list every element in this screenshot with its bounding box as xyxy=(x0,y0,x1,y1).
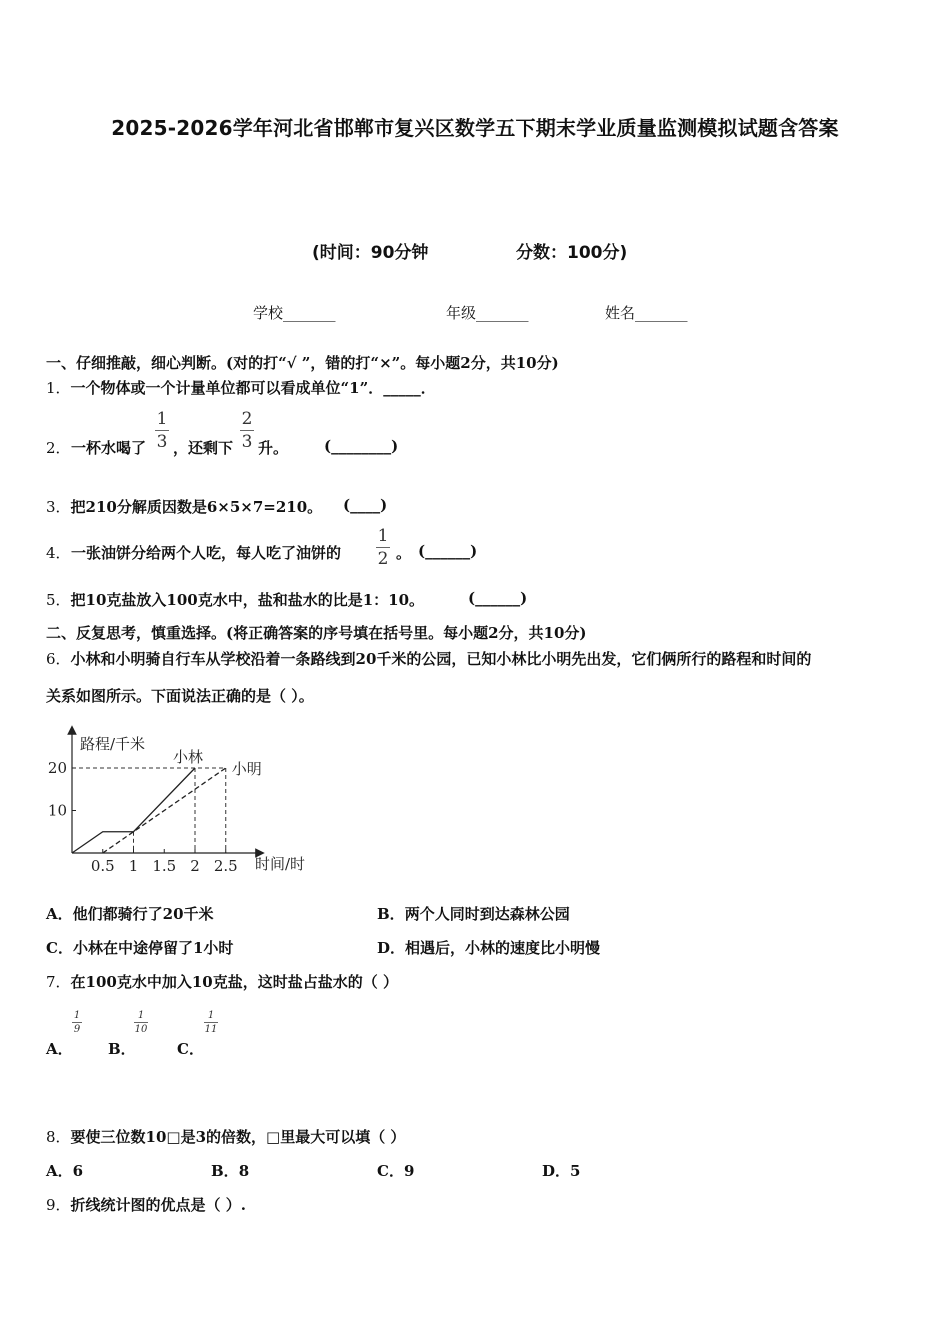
name-field[interactable]: 姓名_______ xyxy=(605,304,688,322)
exam-time: (时间：90分钟 xyxy=(312,243,429,263)
q4-text-b: 。 xyxy=(396,544,412,562)
q7-number: 7． xyxy=(46,973,71,991)
q7-option-c-label[interactable]: C． xyxy=(177,1040,204,1058)
q2-fraction-2-numerator: 2 xyxy=(241,409,253,429)
section1-heading: 一、仔细推敲，细心判断。(对的打“√ ”，错的打“×”。每小题2分，共10分) xyxy=(46,354,559,372)
x-tick-label-0: 0.5 xyxy=(90,857,115,875)
q7-option-a-numerator: 1 xyxy=(73,1010,81,1021)
exam-score: 分数：100分) xyxy=(516,243,628,263)
q6-text-line2: 关系如图所示。下面说法正确的是（ ）。 xyxy=(46,687,314,705)
q8-number: 8． xyxy=(46,1128,71,1146)
question-1 xyxy=(46,377,436,398)
q8-option-c[interactable] xyxy=(377,1160,414,1181)
q4-answer-blank[interactable]: (______) xyxy=(418,542,478,560)
q5-answer-blank[interactable]: (______) xyxy=(468,589,528,607)
question-6-line1 xyxy=(46,648,811,669)
q7-option-b-denominator: 10 xyxy=(134,1024,148,1035)
q6-option-a-text: 他们都骑行了20千米 xyxy=(72,905,214,923)
q2-fraction-1-numerator: 1 xyxy=(156,409,168,429)
q6-option-d-label: D． xyxy=(377,939,406,957)
x-axis-label: 时间/时 xyxy=(255,855,306,873)
question-7 xyxy=(46,971,398,992)
page-title: 2025-2026学年河北省邯郸市复兴区数学五下期末学业质量监测模拟试题含答案 xyxy=(111,116,839,140)
q8-option-c-text: 9 xyxy=(403,1162,415,1180)
q7-option-a-label[interactable]: A． xyxy=(46,1040,73,1058)
q7-option-c-fraction[interactable] xyxy=(204,1010,218,1035)
q7-option-a-denominator: 9 xyxy=(73,1024,81,1035)
q6-number: 6． xyxy=(46,650,71,668)
q2-fraction-2-denominator: 3 xyxy=(241,432,253,452)
q1-text: 一个物体或一个计量单位都可以看成单位“1”．_____． xyxy=(70,379,436,397)
q8-option-a[interactable] xyxy=(46,1160,83,1181)
q3-answer-blank[interactable]: (____) xyxy=(343,496,388,514)
q1-number: 1． xyxy=(46,379,71,397)
q2-text-b: ，还剩下 xyxy=(173,439,234,457)
question-9 xyxy=(46,1194,246,1215)
q6-text-line1: 小林和小明骑自行车从学校沿着一条路线到20千米的公园，已知小林比小明先出发，它们俩所行的路程和时间的 xyxy=(70,650,812,668)
q2-text-a: 一杯水喝了 xyxy=(71,439,147,457)
q8-option-c-label: C． xyxy=(377,1162,404,1180)
q9-text: 折线统计图的优点是（ ）. xyxy=(70,1196,246,1214)
q2-fraction-1-denominator: 3 xyxy=(156,432,168,452)
q7-text: 在100克水中加入10克盐，这时盐占盐水的（ ） xyxy=(70,973,398,991)
q4-fraction-denominator: 2 xyxy=(377,549,389,569)
q4-text-a: 一张油饼分给两个人吃，每人吃了油饼的 xyxy=(71,544,342,562)
q8-option-b-label: B． xyxy=(211,1162,239,1180)
q3-text: 把210分解质因数是6×5×7=210。 xyxy=(70,498,323,516)
q8-option-d-text: 5 xyxy=(570,1162,581,1180)
q5-text: 把10克盐放入100克水中，盐和盐水的比是1：10。 xyxy=(70,591,425,609)
q6-option-d-text: 相遇后，小林的速度比小明慢 xyxy=(405,939,601,957)
q7-option-a-fraction[interactable] xyxy=(72,1010,82,1035)
q7-option-b-fraction[interactable] xyxy=(134,1010,148,1035)
q8-option-b-text: 8 xyxy=(238,1162,250,1180)
q8-option-a-text: 6 xyxy=(72,1162,84,1180)
q6-option-b-label: B． xyxy=(377,905,405,923)
x-tick-label-3: 2 xyxy=(190,857,200,875)
q4-number: 4． xyxy=(46,544,71,562)
q7-option-b-numerator: 1 xyxy=(137,1010,145,1021)
q6-option-a-label: A． xyxy=(46,905,73,923)
q6-option-b-text: 两个人同时到达森林公园 xyxy=(404,905,570,923)
q8-text: 要使三位数10□是3的倍数，□里最大可以填（ ） xyxy=(70,1128,406,1146)
q8-option-d[interactable] xyxy=(542,1160,580,1181)
q6-option-c-label: C． xyxy=(46,939,73,957)
question-5 xyxy=(46,589,424,610)
q6-option-c-text: 小林在中途停留了1小时 xyxy=(72,939,234,957)
q7-option-c-denominator: 11 xyxy=(204,1024,218,1035)
series-label-1: 小明 xyxy=(231,760,262,778)
grade-field[interactable]: 年级_______ xyxy=(446,304,529,322)
q2-number: 2． xyxy=(46,439,71,457)
q2-fraction-2 xyxy=(240,409,254,452)
question-8 xyxy=(46,1126,405,1147)
series-line-1 xyxy=(103,768,226,853)
x-tick-label-2: 1.5 xyxy=(152,857,177,875)
y-tick-label-0: 10 xyxy=(47,801,67,820)
distance-time-chart xyxy=(40,725,330,885)
q3-number: 3． xyxy=(46,498,71,516)
q2-fraction-1 xyxy=(155,409,169,452)
x-tick-label-1: 1 xyxy=(128,857,139,875)
section2-heading: 二、反复思考，慎重选择。(将正确答案的序号填在括号里。每小题2分，共10分) xyxy=(46,624,587,642)
q4-fraction xyxy=(376,526,390,569)
question-3 xyxy=(46,496,322,517)
q7-option-c-numerator: 1 xyxy=(207,1010,215,1021)
q8-option-a-label: A． xyxy=(46,1162,73,1180)
q2-text-c: 升。 xyxy=(258,439,289,457)
q8-option-d-label: D． xyxy=(542,1162,571,1180)
q8-option-b[interactable] xyxy=(211,1160,249,1181)
q7-option-b-label[interactable]: B． xyxy=(108,1040,136,1058)
q6-option-c[interactable] xyxy=(46,937,233,958)
q2-answer-blank[interactable]: (________) xyxy=(324,437,399,455)
q9-number: 9． xyxy=(46,1196,71,1214)
series-label-0: 小林 xyxy=(173,748,204,766)
x-tick-label-4: 2.5 xyxy=(213,857,238,875)
q6-option-a[interactable] xyxy=(46,903,214,924)
q6-option-d[interactable] xyxy=(377,937,600,958)
y-axis-label: 路程/千米 xyxy=(80,735,146,753)
q5-number: 5． xyxy=(46,591,71,609)
school-field[interactable]: 学校_______ xyxy=(253,304,336,322)
q6-option-b[interactable] xyxy=(377,903,570,924)
q4-fraction-numerator: 1 xyxy=(377,526,389,546)
y-tick-label-1: 20 xyxy=(47,759,67,777)
